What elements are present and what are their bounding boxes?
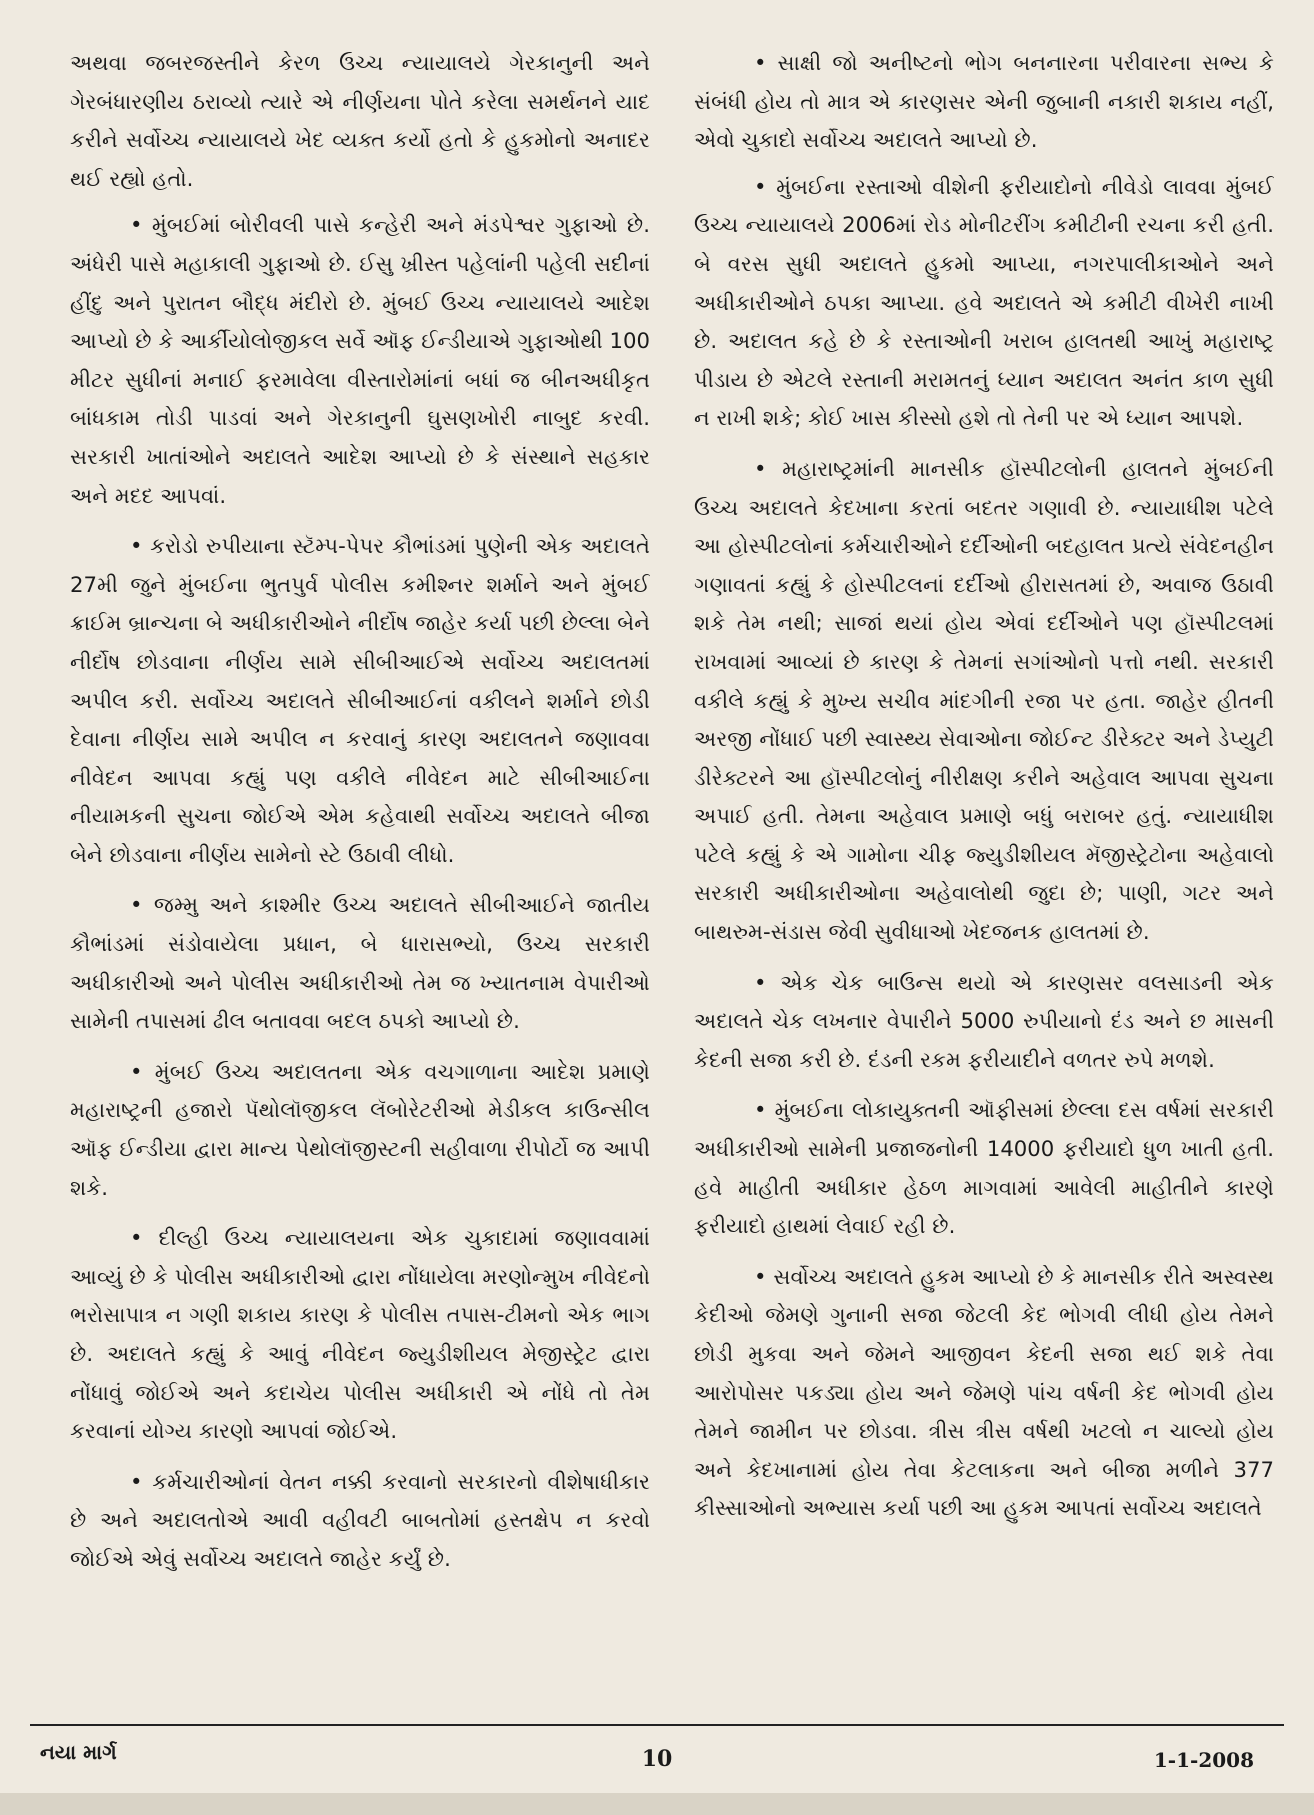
paragraph-witness: • સાક્ષી જો અનીષ્ટનો ભોગ બનનારના પરીવારના સભ્ય કે સંબંધી હોય તો માત્ર એ કારણસર એની જુબાની નકારી શકાય નહીં, એવો ચુકાદો સર્વોચ્ચ અદાલતે આપ્યો છે. [694, 50, 1274, 153]
issue-date: 1-1-2008 [1153, 1748, 1254, 1772]
paragraph-cheque-bounce: • એક ચેક બાઉન્સ થયો એ કારણસર વલસાડની એક અદાલતે ચેક લખનાર વેપારીને 5000 રુપીયાનો દંડ અને છ માસની કેદની સજા કરી છે. દંડની રકમ ફરીયાદીને વળતર રુપે મળશે. [694, 969, 1274, 1072]
scan-edge [0, 1793, 1314, 1815]
page-number: 10 [641, 1746, 673, 1772]
right-column [694, 44, 1274, 1704]
paragraph-lokayukta: • મુંબઈના લોકાયુક્તની ઑફીસમાં છેલ્લા દસ વર્ષમાં સરકારી અધીકારીઓ સામેની પ્રજાજનોની 14000 ફરીયાદો ધુળ ખાતી હતી. હવે માહીતી અધીકાર હેઠળ માગવામાં આવેલી માહીતીને કારણે ફરીયાદો હાથમાં લેવાઈ રહી છે. [694, 1097, 1274, 1239]
paragraph-jammu-kashmir: • જમ્મુ અને કાશ્મીર ઉચ્ચ અદાલતે સીબીઆઈને જાતીય કૌભાંડમાં સંડોવાયેલા પ્રધાન, બે ધારાસભ્યો, ઉચ્ચ સરકારી અધીકારીઓ અને પોલીસ અધીકારીઓ તેમ જ ખ્યાતનામ વેપારીઓ સામેની તપાસમાં ઢીલ બતાવવા બદલ ઠપકો આપ્યો છે. [70, 892, 650, 1034]
paragraph-mental-hospitals: • મહારાષ્ટ્રમાંની માનસીક હૉસ્પીટલોની હાલતને મુંબઈની ઉચ્ચ અદાલતે કેદખાના કરતાં બદતર ગણાવી છે. ન્યાયાધીશ પટેલે આ હોસ્પીટલોનાં કર્મચારીઓને દર્દીઓની બદહાલત પ્રત્યે સંવેદનહીન ગણાવતાં કહ્યું કે હોસ્પીટલનાં દર્દીઓ હીરાસતમાં છે, અવાજ ઉઠાવી શકે તેમ નથી; સાજાં થયાં હોય એવાં દર્દીઓને પણ હૉસ્પીટલમાં રાખવામાં આવ્યાં છે કારણ કે તેમનાં સગાંઓનો પત્તો નથી. સરકારી વકીલે કહ્યું કે મુખ્ય સચીવ માંદગીની રજા પર હતા. જાહેર હીતની અરજી નોંધાઈ પછી સ્વાસ્થ્ય સેવાઓના જોઈન્ટ ડીરેક્ટર અને ડેપ્યુટી ડીરેક્ટરને આ હૉસ્પીટલોનું નીરીક્ષણ કરીને અહેવાલ આપવા સુચના અપાઈ હતી. તેમના અહેવાલ પ્રમાણે બધું બરાબર હતું. ન્યાયાધીશ પટેલે કહ્યું કે એ ગામોના ચીફ જ્યુડીશીયલ મૅજીસ્ટ્રેટોના અહેવાલો સરકારી અધીકારીઓના અહેવાલોથી જુદા છે; પાણી, ગટર અને બાથરુમ-સંડાસ જેવી સુવીધાઓ ખેદજનક હાલતમાં છે. [694, 455, 1274, 945]
footer-divider [30, 1724, 1284, 1726]
paragraph-caves: • મુંબઈમાં બોરીવલી પાસે કન્હેરી અને મંડપેશ્વર ગુફાઓ છે. અંધેરી પાસે મહાકાલી ગુફાઓ છે. ઈસુ ખ્રીસ્ત પહેલાંની પહેલી સદીનાં હીંદુ અને પુરાતન બૌદ્ધ મંદીરો છે. મુંબઈ ઉચ્ચ ન્યાયાલયે આદેશ આપ્યો છે કે આર્કીયોલોજીકલ સર્વે ઑફ ઈન્ડીયાએ ગુફાઓથી 100 મીટર સુધીનાં મનાઈ ફરમાવેલા વીસ્તારોમાંનાં બધાં જ બીનઅધીકૃત બાંધકામ તોડી પાડવાં અને ગેરકાનુની ઘુસણખોરી નાબુદ કરવી. સરકારી ખાતાંઓને અદાલતે આદેશ આપ્યો છે કે સંસ્થાને સહકાર અને મદદ આપવાં. [70, 212, 650, 508]
paragraph-continuation: અથવા જબરજસ્તીને કેરળ ઉચ્ચ ન્યાયાલયે ગેરકાનુની અને ગેરબંધારણીય ઠરાવ્યો ત્યારે એ નીર્ણયના પોતે કરેલા સમર્થનને યાદ કરીને સર્વોચ્ચ ન્યાયાલયે ખેદ વ્યક્ત કર્યો હતો કે હુકમોનો અનાદર થઈ રહ્યો હતો. [70, 50, 650, 191]
magazine-name: નયા માર્ગ [40, 1740, 117, 1764]
paragraph-pathology-labs: • મુંબઈ ઉચ્ચ અદાલતના એક વચગાળાના આદેશ પ્રમાણે મહારાષ્ટ્રની હજારો પૅથોલૉજીકલ લૅબોરેટરીઓ મેડીકલ કાઉન્સીલ ઑફ ઈન્ડીયા દ્વારા માન્ય પેથોલૉજીસ્ટની સહીવાળા રીપોર્ટો જ આપી શકે. [70, 1058, 650, 1200]
article-columns [70, 44, 1274, 1704]
left-column [70, 44, 650, 1704]
paragraph-stamp-paper: • કરોડો રુપીયાના સ્ટૅમ્પ-પેપર કૌભાંડમાં પુણેની એક અદાલતે 27મી જુને મુંબઈના ભુતપુર્વ પોલીસ કમીશ્નર શર્માને અને મુંબઈ ક્રાઈમ બ્રાન્ચના બે અધીકારીઓને નીર્દોષ જાહેર કર્યા પછી છેલ્લા બેને નીર્દોષ છોડવાના નીર્ણય સામે સીબીઆઈએ સર્વોચ્ચ અદાલતમાં અપીલ કરી. સર્વોચ્ચ અદાલતે સીબીઆઈનાં વકીલને શર્માને છોડી દેવાના નીર્ણય સામે અપીલ ન કરવાનું કારણ અદાલતને જણાવવા નીવેદન આપવા કહ્યું પણ વકીલે નીવેદન માટે સીબીઆઈના નીયામકની સુચના જોઈએ એમ કહેવાથી સર્વોચ્ચ અદાલતે બીજા બેને છોડવાના નીર્ણય સામેનો સ્ટે ઉઠાવી લીધો. [70, 533, 650, 867]
paragraph-prisoners: • સર્વોચ્ચ અદાલતે હુકમ આપ્યો છે કે માનસીક રીતે અસ્વસ્થ કેદીઓ જેમણે ગુનાની સજા જેટલી કેદ ભોગવી લીધી હોય તેમને છોડી મુકવા અને જેમને આજીવન કેદની સજા થઈ શકે તેવા આરોપોસર પકડ્યા હોય અને જેમણે પાંચ વર્ષની કેદ ભોગવી હોય તેમને જામીન પર છોડવા. ત્રીસ ત્રીસ વર્ષથી ખટલો ન ચાલ્યો હોય અને કેદખાનામાં હોય તેવા કેટલાકના અને બીજા મળીને 377 કીસ્સાઓનો અભ્યાસ કર્યા પછી આ હુકમ આપતાં સર્વોચ્ચ અદાલતે [694, 1263, 1274, 1521]
paragraph-salary: • કર્મચારીઓનાં વેતન નક્કી કરવાનો સરકારનો વીશેષાધીકાર છે અને અદાલતોએ આવી વહીવટી બાબતોમાં હસ્તક્ષેપ ન કરવો જોઈએ એવું સર્વોચ્ચ અદાલતે જાહેર કર્યું છે. [70, 1468, 650, 1571]
paragraph-roads: • મુંબઈના રસ્તાઓ વીશેની ફરીયાદોનો નીવેડો લાવવા મુંબઈ ઉચ્ચ ન્યાયાલયે 2006માં રોડ મોનીટરીંગ કમીટીની રચના કરી હતી. બે વરસ સુધી અદાલતે હુકમો આપ્યા, નગરપાલીકાઓને અને અધીકારીઓને ઠપકા આપ્યા. હવે અદાલતે એ કમીટી વીખેરી નાખી છે. અદાલત કહે છે કે રસ્તાઓની ખરાબ હાલતથી આખું મહારાષ્ટ્ર પીડાય છે એટલે રસ્તાની મરામતનું ધ્યાન અદાલત અનંત કાળ સુધી ન રાખી શકે; કોઈ ખાસ કીસ્સો હશે તો તેની પર એ ધ્યાન આપશે. [694, 173, 1274, 431]
paragraph-dying-declaration: • દીલ્હી ઉચ્ચ ન્યાયાલયના એક ચુકાદામાં જણાવવામાં આવ્યું છે કે પોલીસ અધીકારીઓ દ્વારા નોંધાયેલા મરણોન્મુખ નીવેદનો ભરોસાપાત્ર ન ગણી શકાય કારણ કે પોલીસ તપાસ-ટીમનો એક ભાગ છે. અદાલતે કહ્યું કે આવું નીવેદન જ્યુડીશીયલ મેજીસ્ટ્રેટ દ્વારા નોંધાવું જોઈએ અને કદાચેય પોલીસ અધીકારી એ નોંધે તો તેમ કરવાનાં યોગ્ય કારણો આપવાં જોઈએ. [70, 1225, 650, 1444]
